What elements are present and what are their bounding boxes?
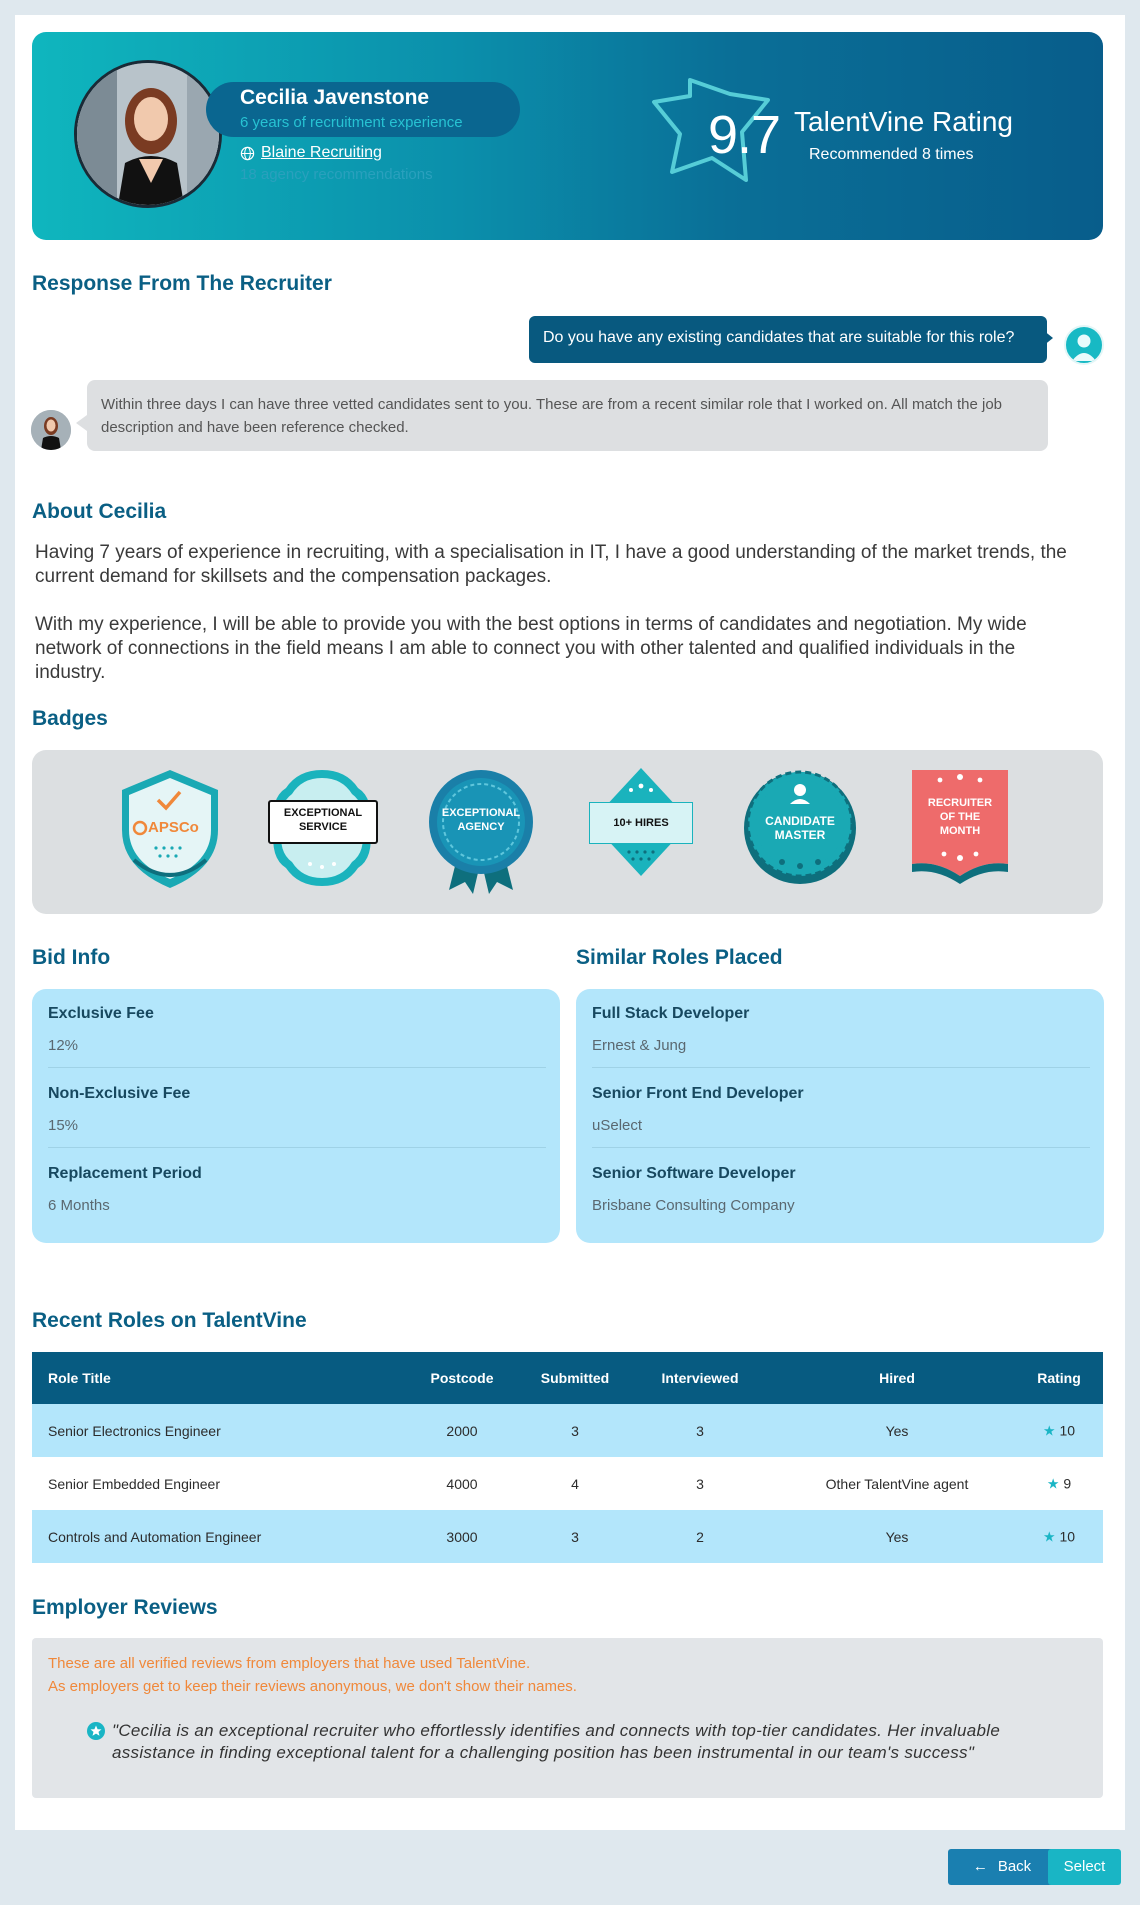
similar-role-row: [592, 1085, 1090, 1134]
rating-cell: [1024, 1475, 1094, 1492]
badge-label-line: EXCEPTIONAL: [441, 807, 521, 819]
agency-link[interactable]: Blaine Recruiting: [261, 144, 382, 161]
about-paragraph: With my experience, I will be able to provide you with the best options in terms of candidates and negotiation. My wide network of connections in the field means I am able to connect you with other talented and qualified individuals in the industry.: [35, 614, 1027, 683]
interviewed-cell: 3: [696, 1475, 704, 1492]
reviews-note: As employers get to keep their reviews anonymous, we don't show their names.: [48, 1678, 577, 1695]
badge-candidate-master-label: [744, 814, 856, 842]
answer-bubble: Within three days I can have three vetted candidates sent to you. These are from a recent similar role that I worked on. All match the job description and have been reference checked.: [87, 380, 1048, 451]
badge-exceptional-service-label: [270, 806, 376, 834]
row-divider: [48, 1067, 546, 1068]
row-divider: [592, 1147, 1090, 1148]
rating-score: 9.7: [708, 105, 781, 165]
rating-label: TalentVine Rating: [794, 106, 1013, 137]
bid-info-panel: [32, 989, 560, 1243]
back-button-label: Back: [997, 1858, 1032, 1875]
rating-value: 9: [1063, 1475, 1072, 1491]
similar-role-title: Senior Front End Developer: [592, 1085, 804, 1102]
table-row: [32, 1404, 1103, 1457]
badge-exceptional-service: [266, 764, 378, 894]
role-title-cell: Senior Embedded Engineer: [48, 1475, 221, 1492]
postcode-cell: 4000: [446, 1475, 478, 1492]
reviews-note: These are all verified reviews from employers that have used TalentVine.: [48, 1655, 531, 1672]
bid-info-label: Non-Exclusive Fee: [48, 1085, 191, 1102]
similar-role-company: uSelect: [592, 1117, 643, 1134]
recent-roles-table: [32, 1352, 1103, 1563]
hired-cell: Yes: [885, 1528, 909, 1545]
similar-roles-panel: [576, 989, 1104, 1243]
interviewed-cell: 2: [696, 1528, 704, 1545]
badge-exceptional-agency: [425, 764, 537, 894]
badge-apsco: [114, 764, 226, 894]
recruiter-header: [32, 32, 1103, 240]
review-star-icon: [87, 1722, 105, 1740]
badge-exceptional-agency-label: [425, 806, 537, 834]
bid-info-value: 6 Months: [48, 1197, 110, 1214]
select-button[interactable]: [1048, 1849, 1121, 1885]
user-avatar-icon: [1064, 325, 1104, 365]
submitted-cell: 4: [571, 1475, 579, 1492]
response-heading: Response From The Recruiter: [32, 272, 332, 295]
bid-info-row: [48, 1005, 546, 1054]
about-paragraph: Having 7 years of experience in recruiting, with a specialisation in IT, I have a good understanding of the market trends, the current demand for skillsets and the compensation packages.: [35, 542, 1067, 587]
reviews-heading: Employer Reviews: [32, 1596, 218, 1619]
rating-value: 10: [1059, 1422, 1076, 1438]
badge-candidate-master: [744, 764, 856, 894]
bid-info-heading: Bid Info: [32, 946, 111, 969]
badge-label-line: MASTER: [774, 828, 826, 842]
rating-cell: [1024, 1422, 1094, 1439]
submitted-cell: 3: [571, 1528, 579, 1545]
badge-label-line: AGENCY: [457, 821, 505, 833]
badge-10-hires-label: 10+ HIRES: [613, 817, 669, 829]
column-header: Submitted: [540, 1370, 610, 1386]
table-row: [32, 1457, 1103, 1510]
similar-role-title: Full Stack Developer: [592, 1005, 750, 1022]
badge-apsco-label: APSCo: [148, 819, 199, 836]
recruiter-name: Cecilia Javenstone: [240, 86, 430, 109]
badge-label-line: OF THE: [939, 811, 981, 823]
similar-role-title: Senior Software Developer: [592, 1165, 796, 1182]
postcode-cell: 2000: [446, 1422, 478, 1439]
about-heading: About Cecilia: [32, 500, 167, 523]
column-header: Role Title: [48, 1370, 111, 1386]
badge-label-line: RECRUITER: [927, 797, 993, 809]
star-icon: ★: [1042, 1528, 1056, 1544]
hired-cell: Other TalentVine agent: [825, 1475, 969, 1492]
interviewed-cell: 3: [696, 1422, 704, 1439]
badge-label-line: CANDIDATE: [765, 814, 835, 828]
recruiter-avatar: [74, 60, 222, 208]
column-header: Rating: [1037, 1370, 1081, 1386]
question-bubble: Do you have any existing candidates that are suitable for this role?: [529, 316, 1047, 363]
bid-info-label: Exclusive Fee: [48, 1005, 154, 1022]
recent-roles-heading: Recent Roles on TalentVine: [32, 1309, 307, 1332]
rating-recommended: Recommended 8 times: [809, 146, 974, 163]
select-button-label: Select: [1063, 1858, 1106, 1875]
badges-panel: [32, 750, 1103, 914]
badge-10-hires: [585, 764, 697, 894]
similar-role-company: Brisbane Consulting Company: [592, 1197, 795, 1214]
postcode-cell: 3000: [446, 1528, 478, 1545]
column-header: Interviewed: [661, 1370, 739, 1386]
recruiter-experience: 6 years of recruitment experience: [240, 114, 463, 131]
agency-recommendations: 18 agency recommendations: [240, 166, 433, 183]
row-divider: [48, 1147, 546, 1148]
badge-label-line: SERVICE: [298, 821, 348, 833]
column-header: Hired: [879, 1370, 915, 1386]
star-icon: ★: [1046, 1475, 1060, 1491]
back-button[interactable]: [948, 1849, 1056, 1885]
bid-info-row: [48, 1085, 546, 1134]
row-divider: [592, 1067, 1090, 1068]
submitted-cell: 3: [571, 1422, 579, 1439]
bid-info-value: 15%: [48, 1117, 79, 1134]
role-title-cell: Senior Electronics Engineer: [48, 1422, 221, 1439]
bid-info-row: [48, 1165, 546, 1214]
similar-role-row: [592, 1005, 1090, 1054]
star-icon: ★: [1042, 1422, 1056, 1438]
role-title-cell: Controls and Automation Engineer: [48, 1528, 262, 1545]
rating-cell: [1024, 1528, 1094, 1545]
badge-recruiter-of-the-month: [904, 764, 1016, 894]
badge-recruiter-of-the-month-label: [904, 796, 1016, 838]
column-header: Postcode: [430, 1370, 494, 1386]
similar-roles-heading: Similar Roles Placed: [576, 946, 783, 969]
bid-info-label: Replacement Period: [48, 1165, 202, 1182]
globe-icon: [240, 146, 255, 161]
badge-label-line: MONTH: [939, 825, 981, 837]
recruiter-small-avatar: [31, 410, 71, 450]
similar-role-company: Ernest & Jung: [592, 1037, 687, 1054]
hired-cell: Yes: [885, 1422, 909, 1439]
similar-role-row: [592, 1165, 1090, 1214]
review-quote: "Cecilia is an exceptional recruiter who effortlessly identifies and connects with top-tier candidates. Her invaluable assistance in finding exceptional talent for a challenging position has been instrumental in our team's success": [112, 1721, 1001, 1762]
question-bubble-tail: [1043, 330, 1053, 346]
table-row: [32, 1510, 1103, 1563]
arrow-left-icon: ←: [972, 1858, 988, 1875]
reviews-panel: [32, 1638, 1103, 1798]
rating-value: 10: [1059, 1528, 1076, 1544]
badge-label-line: EXCEPTIONAL: [283, 807, 363, 819]
badges-heading: Badges: [32, 707, 108, 730]
answer-bubble-tail: [76, 415, 87, 431]
table-header: [32, 1352, 1103, 1404]
bid-info-value: 12%: [48, 1037, 79, 1054]
